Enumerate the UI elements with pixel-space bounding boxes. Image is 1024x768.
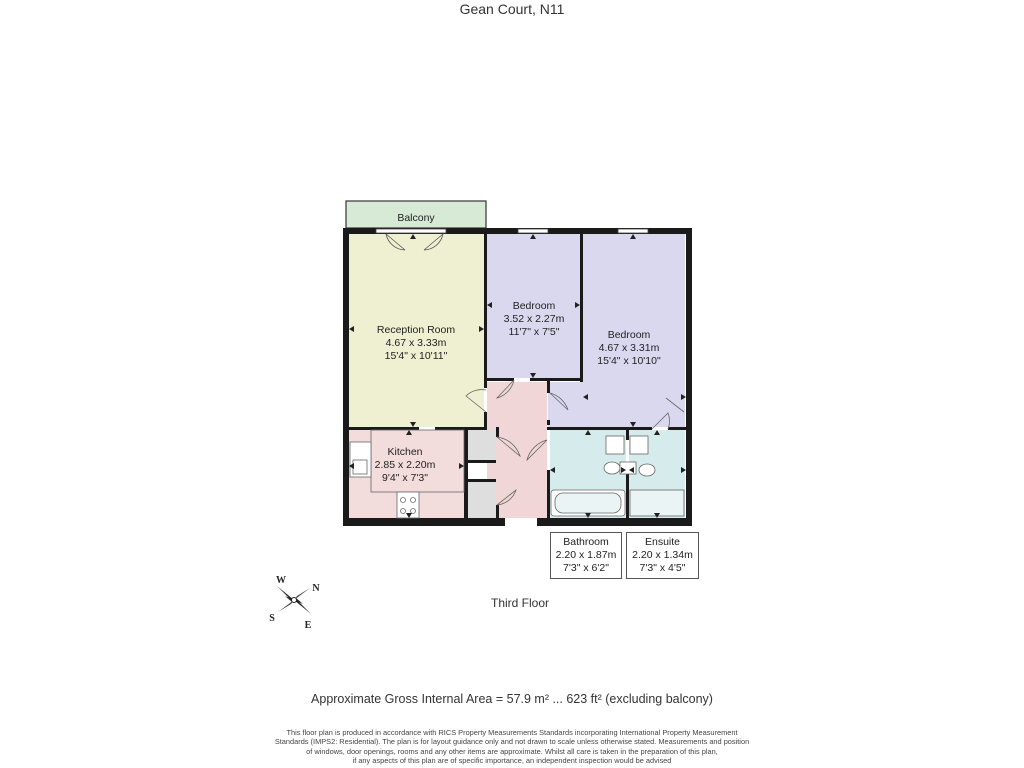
bedroom-1-name: Bedroom <box>512 300 556 312</box>
kitchen-imperial: 9'4" x 7'3" <box>382 472 428 484</box>
ensuite-name: Ensuite <box>644 536 681 548</box>
bedroom-2-imperial: 15'4" x 10'10" <box>597 355 661 367</box>
ensuite-metric: 2.20 x 1.34m <box>632 549 693 561</box>
kitchen-metric: 2.85 x 2.20m <box>374 459 436 471</box>
disclaimer-line-3: of windows, door openings, rooms and any other items are approximate. Whilst all care is taken in the preparation of this plan, <box>306 746 718 756</box>
reception-name: Reception Room <box>376 324 456 336</box>
floor-label: Third Floor <box>490 596 549 610</box>
ensuite-imperial: 7'3" x 4'5" <box>639 562 686 574</box>
cupboard-2 <box>468 482 496 518</box>
bathroom-name: Bathroom <box>563 536 609 548</box>
gross-area-text: Approximate Gross Internal Area = 57.9 m² ... 623 ft² (excluding balcony) <box>311 692 713 706</box>
ensuite-dimension-box <box>626 532 699 579</box>
disclaimer-line-2: Standards (IMPS2: Residential). The plan is for layout guidance only and not drawn to scale unless otherwise stated. Measurements and position <box>274 737 750 747</box>
bedroom-1-metric: 3.52 x 2.27m <box>503 313 565 325</box>
balcony-label: Balcony <box>397 212 435 224</box>
disclaimer-line-1: This floor plan is produced in accordance with RICS Property Measurements Standards incorporating International Property Measurement <box>286 728 738 737</box>
reception-imperial: 15'4" x 10'11" <box>384 350 448 362</box>
disclaimer <box>252 728 772 766</box>
compass-n: N <box>312 583 320 594</box>
plan-title: Gean Court, N11 <box>459 1 565 17</box>
compass-s: S <box>269 613 275 624</box>
bedroom-2-extension <box>548 382 588 427</box>
kitchen-name: Kitchen <box>387 446 423 458</box>
bathroom-dimension-box <box>550 532 622 579</box>
compass-icon <box>277 586 311 614</box>
cupboard-1 <box>468 430 496 462</box>
bedroom-2-name: Bedroom <box>607 329 651 341</box>
compass-w: W <box>276 575 286 586</box>
disclaimer-line-4: if any aspects of this plan are of specific importance, an independent inspection would be advised <box>352 756 672 766</box>
bedroom-2-metric: 4.67 x 3.31m <box>598 342 660 354</box>
compass-e: E <box>304 620 312 631</box>
bedroom-1-imperial: 11'7" x 7'5" <box>508 326 560 338</box>
bathroom-metric: 2.20 x 1.87m <box>555 549 617 561</box>
bathroom-imperial: 7'3" x 6'2" <box>563 562 609 574</box>
reception-metric: 4.67 x 3.33m <box>385 337 447 349</box>
